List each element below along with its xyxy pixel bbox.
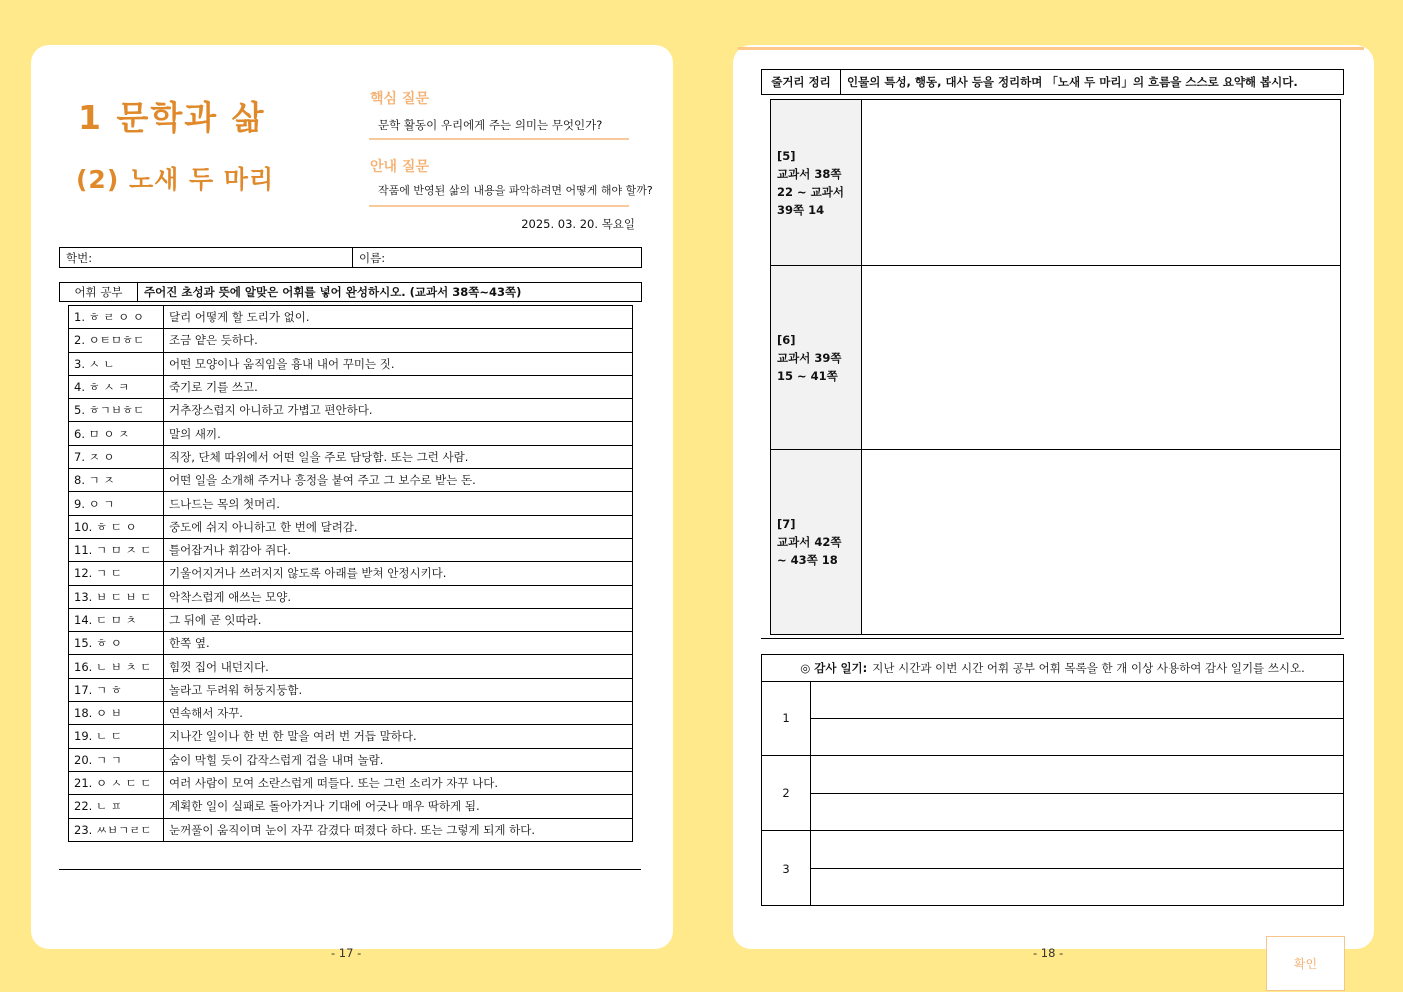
vocab-meaning: 한쪽 옆.	[164, 632, 633, 655]
page-number-right: - 18 -	[1033, 946, 1064, 960]
diary-header	[762, 655, 1343, 682]
vocab-initials[interactable]: 17. ㄱ ㅎ	[69, 678, 164, 701]
summary-header	[761, 69, 1344, 95]
summary-instruction: 인물의 특성, 행동, 대사 등을 정리하며 「노새 두 마리」의 흐름을 스스로 요약해 봅시다.	[847, 75, 1298, 89]
diary-row-number: 3	[762, 831, 811, 906]
vocab-row	[69, 445, 633, 468]
vocab-table	[68, 305, 633, 842]
confirm-stamp-box[interactable]	[1266, 936, 1345, 991]
vocab-meaning: 지나간 일이나 한 번 한 말을 여러 번 거듭 말하다.	[164, 725, 633, 748]
vocab-initials[interactable]: 23. ㅆㅂㄱㄹㄷ	[69, 818, 164, 841]
vocab-row	[69, 562, 633, 585]
vocab-initials[interactable]: 5. ㅎㄱㅂㅎㄷ	[69, 399, 164, 422]
section-range: 교과서 42쪽 ~ 43쪽 18	[777, 535, 842, 567]
vocab-meaning: 조금 얕은 듯하다.	[164, 329, 633, 352]
summary-row	[771, 450, 1340, 634]
section-range: 교과서 39쪽 15 ~ 41쪽	[777, 350, 842, 383]
page-number-left: - 17 -	[331, 946, 362, 960]
summary-section-label	[771, 266, 862, 449]
diary-row-number: 1	[762, 681, 811, 755]
section-range: 교과서 38쪽 22 ~ 교과서 39쪽 14	[777, 166, 844, 217]
section-divider	[761, 638, 1344, 639]
vocab-meaning: 기울어지거나 쓰러지지 않도록 아래를 받쳐 안정시키다.	[164, 562, 633, 585]
date: 2025. 03. 20. 목요일	[521, 217, 635, 231]
summary-answer-area[interactable]	[862, 100, 1340, 265]
vocab-initials[interactable]: 16. ㄴ ㅂ ㅊ ㄷ	[69, 655, 164, 678]
section-number: [5]	[777, 148, 796, 163]
vocab-row	[69, 375, 633, 398]
right-page-top-rule	[738, 47, 1364, 50]
diary-row-number: 2	[762, 756, 811, 830]
vocab-initials[interactable]: 2. ㅇㅌㅁㅎㄷ	[69, 329, 164, 352]
diary-row	[762, 681, 1343, 756]
vocab-row	[69, 585, 633, 608]
vocab-row	[69, 608, 633, 631]
vocab-row	[69, 795, 633, 818]
vocab-meaning: 틀어잡거나 휘감아 쥐다.	[164, 538, 633, 561]
vocab-meaning: 힘껏 집어 내던지다.	[164, 655, 633, 678]
vocab-row	[69, 818, 633, 841]
vocab-meaning: 악착스럽게 애쓰는 모양.	[164, 585, 633, 608]
student-info-row	[59, 247, 642, 268]
vocab-initials[interactable]: 8. ㄱ ㅈ	[69, 469, 164, 492]
vocab-initials[interactable]: 13. ㅂ ㄷ ㅂ ㄷ	[69, 585, 164, 608]
vocab-meaning: 놀라고 두려워 허둥지둥함.	[164, 678, 633, 701]
vocab-meaning: 여러 사람이 모여 소란스럽게 떠들다. 또는 그런 소리가 자꾸 나다.	[164, 771, 633, 794]
vocab-row	[69, 632, 633, 655]
student-name-field[interactable]	[353, 248, 641, 267]
vocab-initials[interactable]: 6. ㅁ ㅇ ㅈ	[69, 422, 164, 445]
vocab-row	[69, 352, 633, 375]
vocab-initials[interactable]: 20. ㄱ ㄱ	[69, 748, 164, 771]
vocab-meaning: 달리 어떻게 할 도리가 없이.	[164, 306, 633, 329]
diary-write-line[interactable]	[811, 719, 1343, 756]
vocab-label: 어휘 공부	[60, 283, 138, 301]
vocab-meaning: 연속해서 자꾸.	[164, 702, 633, 725]
diary-write-line[interactable]	[811, 756, 1343, 794]
student-name-label: 이름:	[359, 250, 386, 265]
vocab-row	[69, 725, 633, 748]
summary-table	[770, 99, 1341, 635]
summary-row	[771, 266, 1340, 450]
diary-write-line[interactable]	[811, 831, 1343, 869]
section-number: [6]	[777, 332, 796, 347]
vocab-meaning: 계획한 일이 실패로 돌아가거나 기대에 어긋나 매우 딱하게 됨.	[164, 795, 633, 818]
section-number: [7]	[777, 517, 796, 531]
confirm-label: 확인	[1293, 957, 1318, 971]
vocab-bottom-rule	[59, 869, 641, 870]
vocab-row	[69, 538, 633, 561]
vocab-row	[69, 748, 633, 771]
core-question-underline	[369, 138, 629, 140]
vocab-row	[69, 492, 633, 515]
summary-answer-area[interactable]	[862, 450, 1340, 634]
summary-label: 줄거리 정리	[762, 70, 841, 94]
diary-write-line[interactable]	[811, 869, 1343, 906]
guide-question-underline	[369, 205, 629, 207]
core-question-text: 문학 활동이 우리에게 주는 의미는 무엇인가?	[378, 118, 603, 132]
summary-section-label	[771, 100, 862, 265]
vocab-meaning: 거추장스럽지 아니하고 가볍고 편안하다.	[164, 399, 633, 422]
diary-row	[762, 756, 1343, 831]
diary-write-line[interactable]	[811, 681, 1343, 719]
vocab-meaning: 말의 새끼.	[164, 422, 633, 445]
vocab-row	[69, 399, 633, 422]
diary-write-line[interactable]	[811, 794, 1343, 831]
vocab-initials[interactable]: 19. ㄴ ㄷ	[69, 725, 164, 748]
lesson-title: (2) 노새 두 마리	[76, 165, 275, 194]
guide-question-heading: 안내 질문	[370, 159, 429, 175]
vocab-header	[59, 282, 642, 302]
vocab-row	[69, 702, 633, 725]
vocab-row	[69, 469, 633, 492]
vocab-meaning: 죽기로 기를 쓰고.	[164, 375, 633, 398]
student-number-field[interactable]	[60, 248, 353, 267]
diary-title: ◎ 감사 일기:	[800, 661, 868, 675]
vocab-row	[69, 678, 633, 701]
vocab-meaning: 어떤 모양이나 움직임을 흉내 내어 꾸미는 짓.	[164, 352, 633, 375]
summary-section-label	[771, 450, 862, 634]
gratitude-diary	[761, 654, 1344, 906]
vocab-meaning: 드나드는 목의 첫머리.	[164, 492, 633, 515]
vocab-initials[interactable]: 7. ㅈ ㅇ	[69, 445, 164, 468]
vocab-initials[interactable]: 14. ㄷ ㅁ ㅊ	[69, 608, 164, 631]
vocab-row	[69, 655, 633, 678]
vocab-meaning: 눈꺼풀이 움직이며 눈이 자꾸 감겼다 떠졌다 하다. 또는 그렇게 되게 하다.	[164, 818, 633, 841]
vocab-meaning: 직장, 단체 따위에서 어떤 일을 주로 담당함. 또는 그런 사람.	[164, 445, 633, 468]
vocab-initials[interactable]: 15. ㅎ ㅇ	[69, 632, 164, 655]
vocab-row	[69, 771, 633, 794]
vocab-row	[69, 515, 633, 538]
vocab-initials[interactable]: 4. ㅎ ㅅ ㅋ	[69, 375, 164, 398]
vocab-row	[69, 329, 633, 352]
summary-answer-area[interactable]	[862, 266, 1340, 449]
vocab-initials[interactable]: 18. ㅇ ㅂ	[69, 702, 164, 725]
core-question-heading: 핵심 질문	[370, 91, 429, 107]
vocab-meaning: 어떤 일을 소개해 주거나 흥정을 붙여 주고 그 보수로 받는 돈.	[164, 469, 633, 492]
vocab-initials[interactable]: 21. ㅇ ㅅ ㄷ ㄷ	[69, 771, 164, 794]
vocab-initials[interactable]: 9. ㅇ ㄱ	[69, 492, 164, 515]
vocab-initials[interactable]: 3. ㅅ ㄴ	[69, 352, 164, 375]
vocab-meaning: 숨이 막힐 듯이 갑작스럽게 겁을 내며 놀람.	[164, 748, 633, 771]
vocab-initials[interactable]: 10. ㅎ ㄷ ㅇ	[69, 515, 164, 538]
vocab-initials[interactable]: 1. ㅎ ㄹ ㅇ ㅇ	[69, 306, 164, 329]
diary-instruction: 지난 시간과 이번 시간 어휘 공부 어휘 목록을 한 개 이상 사용하여 감사 일기를 쓰시오.	[872, 661, 1305, 675]
vocab-initials[interactable]: 11. ㄱ ㅁ ㅈ ㄷ	[69, 538, 164, 561]
vocab-meaning: 중도에 쉬지 아니하고 한 번에 달려감.	[164, 515, 633, 538]
vocab-initials[interactable]: 22. ㄴ ㅍ	[69, 795, 164, 818]
student-number-label: 학번:	[66, 250, 93, 265]
guide-question-text: 작품에 반영된 삶의 내용을 파악하려면 어떻게 해야 할까?	[378, 184, 653, 197]
unit-title: 1 문학과 삶	[78, 98, 266, 137]
vocab-instruction: 주어진 초성과 뜻에 알맞은 어휘를 넣어 완성하시오. (교과서 38쪽~43쪽)	[144, 285, 522, 299]
diary-row	[762, 831, 1343, 906]
vocab-row	[69, 306, 633, 329]
vocab-meaning: 그 뒤에 곧 잇따라.	[164, 608, 633, 631]
vocab-row	[69, 422, 633, 445]
summary-row	[771, 100, 1340, 266]
vocab-initials[interactable]: 12. ㄱ ㄷ	[69, 562, 164, 585]
